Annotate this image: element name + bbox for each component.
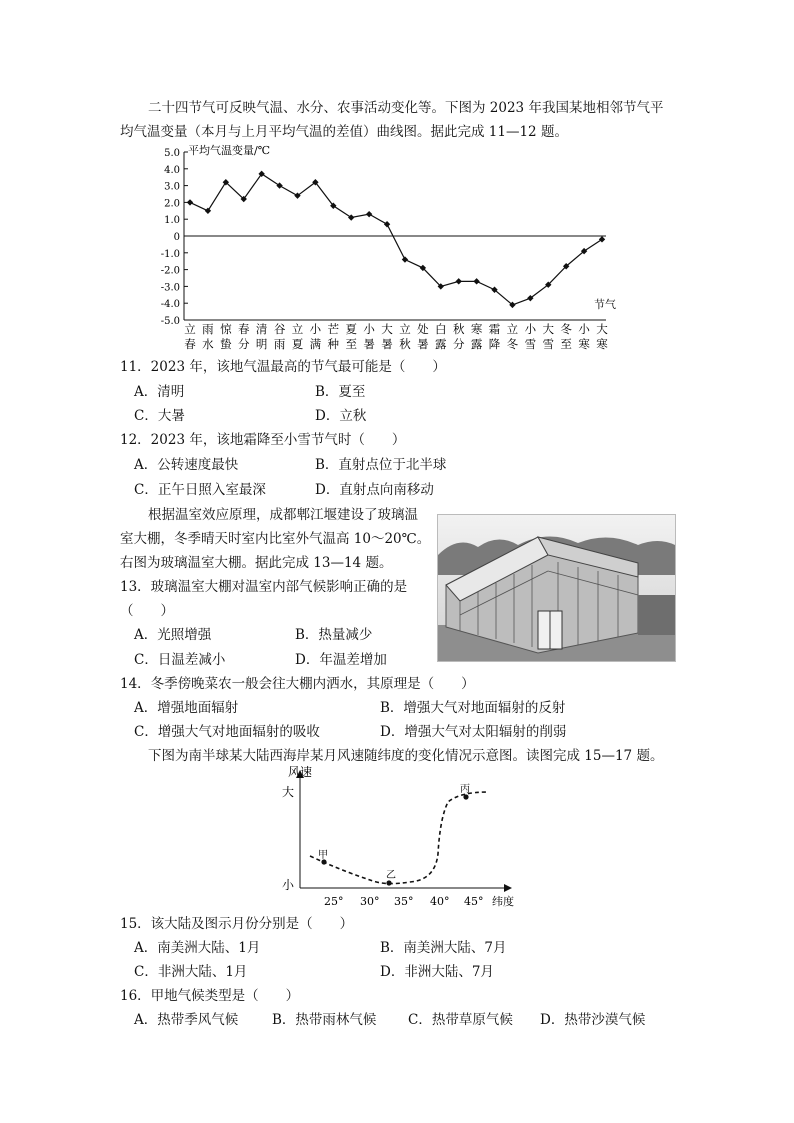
label-bing: 丙 [460, 784, 470, 795]
x-tick-label: 惊 [220, 322, 232, 336]
q15-option-c[interactable]: C．非洲大陆、1月 [134, 964, 248, 980]
x-tick-label: 立 [506, 322, 519, 336]
q14-option-c[interactable]: C．增强大气对地面辐射的吸收 [134, 724, 320, 740]
x-tick-label: 立 [184, 322, 196, 336]
data-point [366, 211, 372, 217]
q12-option-a[interactable]: A．公转速度最快 [134, 457, 239, 473]
q16-stem: 16．甲地气候类型是（ ） [120, 988, 300, 1004]
x-tick-label: 至 [560, 337, 572, 351]
x-axis-title: 节气 [594, 297, 616, 311]
y-tick-label: 0 [173, 232, 180, 243]
intro2-line2: 室大棚，冬季晴天时室内比室外气温高 10～20℃。 [120, 531, 431, 547]
wind-xtick-30: 30° [360, 895, 380, 908]
label-yi: 乙 [386, 870, 396, 881]
q15-stem: 15．该大陆及图示月份分别是（ ） [120, 916, 354, 932]
data-point [384, 221, 390, 227]
x-tick-label: 芒 [327, 322, 340, 336]
q11-option-b[interactable]: B．夏至 [315, 384, 366, 400]
data-point [187, 199, 193, 205]
x-tick-label: 大 [542, 322, 555, 336]
wind-xtick-25: 25° [324, 895, 344, 908]
x-tick-label: 寒 [596, 337, 608, 351]
x-tick-label: 夏 [345, 322, 357, 336]
data-point [599, 236, 605, 242]
q15-option-a[interactable]: A．南美洲大陆、1月 [134, 940, 261, 956]
x-tick-label: 小 [524, 322, 537, 336]
x-tick-label: 雨 [273, 337, 286, 351]
data-point [455, 278, 461, 284]
x-tick-label: 至 [345, 337, 357, 351]
q13-stem-line2: （ ） [120, 603, 174, 619]
y-tick-label: 1.0 [164, 215, 180, 227]
q16-option-d[interactable]: D．热带沙漠气候 [540, 1012, 646, 1028]
x-tick-label: 露 [435, 337, 447, 351]
q12-option-c[interactable]: C．正午日照入室最深 [134, 482, 266, 498]
x-tick-label: 暑 [417, 337, 429, 351]
x-tick-label: 春 [237, 322, 250, 336]
x-tick-label: 蛰 [220, 337, 232, 351]
data-point [402, 256, 408, 262]
y-tick-label: 5.0 [164, 148, 180, 159]
q11-option-c[interactable]: C．大暑 [134, 408, 185, 424]
q12-stem: 12．2023 年，该地霜降至小雪节气时（ ） [120, 432, 406, 448]
q13-stem-line1: 13．玻璃温室大棚对温室内部气候影响正确的是 [120, 579, 408, 595]
x-tick-label: 大 [596, 322, 608, 336]
x-tick-label: 暑 [381, 337, 393, 351]
x-tick-label: 降 [488, 337, 501, 351]
x-tick-label: 立 [291, 322, 304, 336]
x-tick-label: 小 [363, 322, 375, 336]
x-tick-label: 谷 [273, 322, 286, 336]
x-tick-label: 种 [327, 337, 340, 351]
y-tick-label: 2.0 [164, 198, 180, 210]
series-line [190, 174, 602, 305]
x-tick-label: 秋 [399, 337, 411, 351]
x-tick-label: 分 [452, 337, 465, 351]
intro2-line1: 根据温室效应原理，成都郫江堰建设了玻璃温 [148, 507, 418, 523]
data-point [205, 208, 211, 214]
q13-option-a[interactable]: A．光照增强 [134, 627, 212, 643]
y-tick-label: -3.0 [160, 282, 180, 294]
wind-ymax-label: 大 [282, 785, 295, 799]
data-point [276, 182, 282, 188]
q11-stem: 11．2023 年，该地气温最高的节气最可能是（ ） [120, 359, 446, 375]
x-tick-label: 露 [470, 337, 483, 351]
intro1-line2: 均气温变量（本月与上月平均气温的差值）曲线图。据此完成 11—12 题。 [120, 124, 568, 140]
data-point [348, 214, 354, 220]
x-tick-label: 大 [381, 322, 393, 336]
y-tick-label: -5.0 [160, 316, 180, 327]
q16-option-a[interactable]: A．热带季风气候 [134, 1012, 239, 1028]
greenhouse-photo [437, 514, 676, 662]
q12-option-b[interactable]: B．直射点位于北半球 [315, 457, 447, 473]
x-tick-label: 清 [255, 322, 268, 336]
x-tick-label: 暑 [363, 337, 375, 351]
x-tick-label: 夏 [291, 337, 304, 351]
y-tick-label: -2.0 [160, 265, 180, 277]
intro2-line3: 右图为玻璃温室大棚。据此完成 13—14 题。 [120, 555, 393, 571]
wind-xlabel: 纬度 [492, 895, 514, 908]
data-point [473, 278, 479, 284]
intro1-line1: 二十四节气可反映气温、水分、农事活动变化等。下图为 2023 年我国某地相邻节气平 [148, 100, 664, 116]
x-tick-label: 雨 [202, 322, 214, 336]
solar-term-temperature-chart [150, 140, 630, 352]
x-tick-label: 小 [578, 322, 590, 336]
wind-xtick-40: 40° [430, 895, 450, 908]
q16-option-c[interactable]: C．热带草原气候 [408, 1012, 513, 1028]
q16-option-b[interactable]: B．热带雨林气候 [272, 1012, 377, 1028]
x-tick-label: 满 [309, 337, 322, 351]
x-tick-label: 雪 [542, 337, 555, 351]
q15-option-d[interactable]: D．非洲大陆、7月 [380, 964, 494, 980]
q15-option-b[interactable]: B．南美洲大陆、7月 [380, 940, 507, 956]
label-jia: 甲 [318, 850, 328, 861]
q13-option-d[interactable]: D．年温差增加 [295, 652, 387, 668]
q14-option-d[interactable]: D．增强大气对太阳辐射的削弱 [380, 724, 567, 740]
q14-stem: 14．冬季傍晚菜农一般会往大棚内洒水，其原理是（ ） [120, 676, 475, 692]
y-tick-label: -4.0 [160, 299, 180, 311]
intro3: 下图为南半球某大陆西海岸某月风速随纬度的变化情况示意图。读图完成 15—17 题。 [148, 748, 664, 764]
x-tick-label: 处 [417, 322, 429, 336]
y-tick-label: 4.0 [164, 164, 180, 176]
point-yi [386, 880, 391, 885]
q13-option-c[interactable]: C．日温差减小 [134, 652, 226, 668]
x-tick-label: 秋 [452, 322, 465, 336]
x-tick-label: 雪 [524, 337, 537, 351]
q11-option-d[interactable]: D．立秋 [315, 408, 367, 424]
y-axis-title: 平均气温变量/℃ [188, 144, 271, 157]
wind-xtick-45: 45° [464, 895, 484, 908]
x-tick-label: 冬 [506, 337, 519, 351]
x-tick-label: 小 [309, 322, 322, 336]
y-tick-label: 3.0 [164, 181, 180, 193]
y-tick-label: -1.0 [160, 248, 180, 260]
x-tick-label: 寒 [470, 322, 483, 336]
x-tick-label: 寒 [578, 337, 590, 351]
point-bing [463, 794, 468, 799]
wind-ymin-label: 小 [282, 878, 295, 892]
q12-option-d[interactable]: D．直射点向南移动 [315, 482, 434, 498]
x-tick-label: 立 [399, 322, 411, 336]
x-tick-label: 分 [237, 337, 250, 351]
wind-speed-latitude-chart [270, 762, 530, 910]
q11-option-a[interactable]: A．清明 [134, 384, 185, 400]
wind-curve [310, 792, 488, 884]
q14-option-b[interactable]: B．增强大气对地面辐射的反射 [380, 700, 566, 716]
x-tick-label: 春 [184, 337, 196, 351]
x-tick-label: 白 [435, 322, 447, 336]
x-tick-label: 霜 [488, 322, 501, 336]
q13-option-b[interactable]: B．热量减少 [295, 627, 373, 643]
x-tick-label: 水 [202, 337, 214, 351]
x-tick-label: 冬 [560, 322, 572, 336]
wind-xtick-35: 35° [394, 895, 414, 908]
wind-ylabel: 风速 [288, 765, 313, 779]
x-tick-label: 明 [255, 337, 268, 351]
q14-option-a[interactable]: A．增强地面辐射 [134, 700, 239, 716]
